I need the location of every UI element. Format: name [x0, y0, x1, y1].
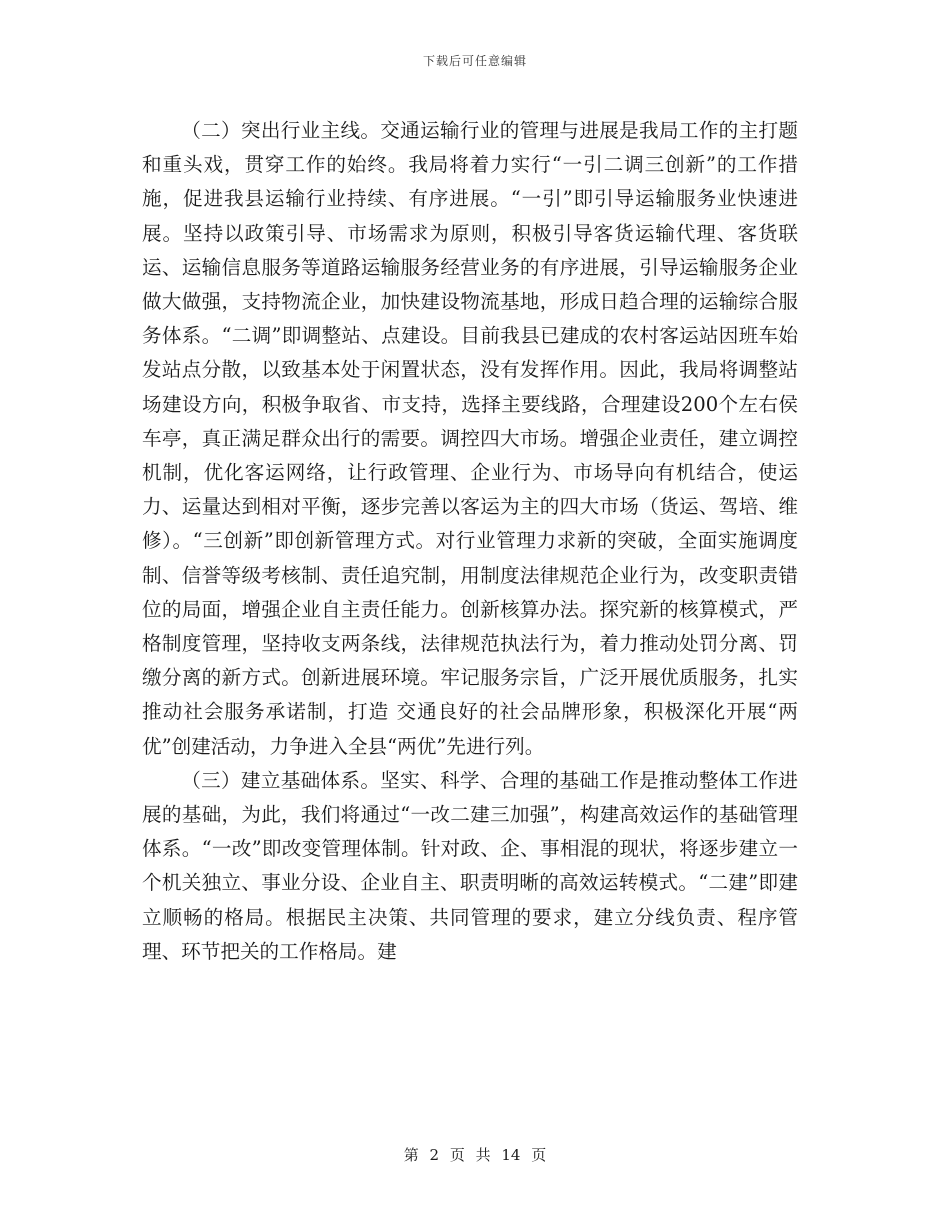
paragraph-3: （三）建立基础体系。坚实、科学、合理的基础工作是推动整体工作进展的基础，为此，我们将通过“一改二建三加强”，构建高效运作的基础管理体系。“一改”即改变管理体制。针对政、企、事相混的现状，将逐步建立一个机关独立、事业分设、企业自主、职责明晰的高效运转模式。“二建”即建立顺畅的格局。根据民主决策、共同管理的要求，建立分线负责、程序管理、环节把关的工作格局。建 — [142, 768, 798, 963]
page-header: 下载后可任意编辑 — [422, 54, 527, 68]
document-body — [142, 114, 798, 969]
paragraph-2: （二）突出行业主线。交通运输行业的管理与进展是我局工作的主打题和重头戏，贯穿工作的始终。我局将着力实行“一引二调三创新”的工作措施，促进我县运输行业持续、有序进展。“一引”即引导运输服务业快速进展。坚持以政策引导、市场需求为原则，积极引导客货运输代理、客货联运、运输信息服务等道路运输服务经营业务的有序进展，引导运输服务企业做大做强，支持物流企业，加快建设物流基地，形成日趋合理的运输综合服务体系。“二调”即调整站、点建设。目前我县已建成的农村客运站因班车始发站点分散，以致基本处于闲置状态，没有发挥作用。因此，我局将调整站场建设方向，积极争取省、市支持，选择主要线路，合理建设200个左右侯车亭，真正满足群众出行的需要。调控四大市场。增强企业责任，建立调控机制，优化客运网络，让行政管理、企业行为、市场导向有机结合，使运力、运量达到相对平衡，逐步完善以客运为主的四大市场（货运、驾培、维修）。“三创新”即创新管理方式。对行业管理力求新的突破，全面实施调度制、信誉等级考核制、责任追究制，用制度法律规范企业行为，改变职责错位的局面，增强企业自主责任能力。创新核算办法。探究新的核算模式，严格制度管理，坚持收支两条线，法律规范执法行为，着力推动处罚分离、罚缴分离的新方式。创新进展环境。牢记服务宗旨，广泛开展优质服务，扎实推动社会服务承诺制，打造 交通良好的社会品牌形象，积极深化开展“两优”创建活动，力争进入全县“两优”先进行列。 — [142, 119, 798, 758]
page-number-footer: 第 2 页 共 14 页 — [403, 1146, 547, 1164]
